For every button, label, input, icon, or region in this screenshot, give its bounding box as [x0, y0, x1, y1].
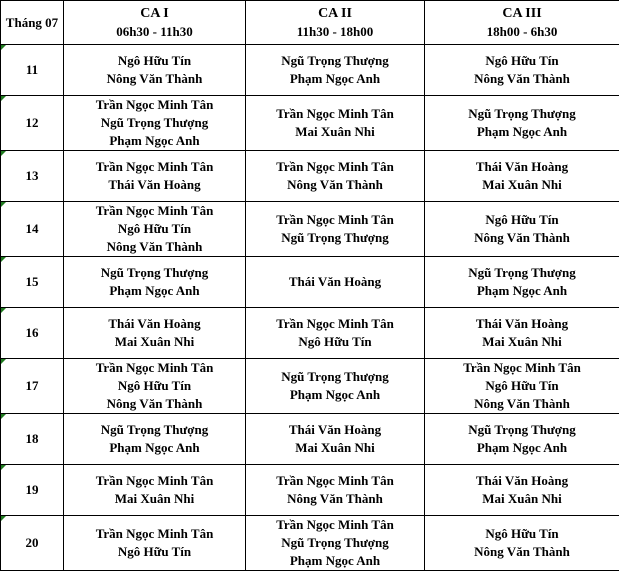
shift-time: 06h30 - 11h30 [64, 23, 245, 41]
staff-name: Phạm Ngọc Anh [425, 282, 619, 300]
day-number: 16 [26, 325, 39, 340]
shift-title: CA III [425, 5, 619, 23]
table-row [1, 151, 619, 202]
staff-name: Nông Văn Thành [425, 229, 619, 247]
staff-name: Mai Xuân Nhi [425, 333, 619, 351]
staff-name: Nông Văn Thành [425, 395, 619, 413]
table-row [1, 257, 619, 308]
day-cell [1, 257, 64, 308]
shift-assignment-cell [425, 359, 619, 414]
cell-comment-marker [1, 45, 6, 50]
staff-name: Trần Ngọc Minh Tân [246, 516, 424, 534]
staff-name: Nông Văn Thành [64, 395, 245, 413]
shift-assignment-cell [64, 96, 246, 151]
shift-assignment-cell [425, 202, 619, 257]
staff-name: Ngô Hữu Tín [425, 52, 619, 70]
staff-name: Nông Văn Thành [246, 176, 424, 194]
shift-time: 18h00 - 6h30 [425, 23, 619, 41]
staff-name: Thái Văn Hoàng [246, 421, 424, 439]
shift-assignment-cell [246, 516, 425, 571]
schedule-body [1, 45, 619, 571]
staff-name: Ngũ Trọng Thượng [425, 105, 619, 123]
day-cell [1, 414, 64, 465]
month-header-cell [1, 1, 64, 45]
staff-name: Trần Ngọc Minh Tân [246, 211, 424, 229]
shift-assignment-cell [246, 96, 425, 151]
table-row [1, 465, 619, 516]
shift-assignment-cell [246, 465, 425, 516]
staff-name: Ngô Hữu Tín [64, 377, 245, 395]
day-number: 19 [26, 482, 39, 497]
staff-name: Trần Ngọc Minh Tân [64, 525, 245, 543]
day-cell [1, 465, 64, 516]
shift-assignment-cell [246, 151, 425, 202]
staff-name: Thái Văn Hoàng [425, 472, 619, 490]
staff-name: Mai Xuân Nhi [246, 123, 424, 141]
staff-name: Trần Ngọc Minh Tân [64, 472, 245, 490]
staff-name: Phạm Ngọc Anh [425, 439, 619, 457]
staff-name: Thái Văn Hoàng [64, 315, 245, 333]
staff-name: Phạm Ngọc Anh [425, 123, 619, 141]
staff-name: Trần Ngọc Minh Tân [64, 158, 245, 176]
shift-assignment-cell [64, 308, 246, 359]
month-label: Tháng 07 [6, 15, 58, 30]
shift-assignment-cell [246, 359, 425, 414]
shift-assignment-cell [425, 414, 619, 465]
day-number: 20 [26, 535, 39, 550]
shift-assignment-cell [425, 151, 619, 202]
staff-name: Trần Ngọc Minh Tân [64, 96, 245, 114]
staff-name: Mai Xuân Nhi [425, 490, 619, 508]
staff-name: Phạm Ngọc Anh [246, 386, 424, 404]
cell-comment-marker [1, 202, 6, 207]
staff-name: Ngô Hữu Tín [64, 220, 245, 238]
shift-assignment-cell [425, 516, 619, 571]
cell-comment-marker [1, 151, 6, 156]
staff-name: Thái Văn Hoàng [425, 158, 619, 176]
staff-name: Phạm Ngọc Anh [246, 70, 424, 88]
day-cell [1, 45, 64, 96]
staff-name: Phạm Ngọc Anh [246, 552, 424, 570]
shift-assignment-cell [246, 202, 425, 257]
day-cell [1, 308, 64, 359]
staff-name: Nông Văn Thành [64, 70, 245, 88]
staff-name: Ngũ Trọng Thượng [64, 421, 245, 439]
staff-name: Thái Văn Hoàng [64, 176, 245, 194]
staff-name: Trần Ngọc Minh Tân [64, 359, 245, 377]
day-cell [1, 151, 64, 202]
staff-name: Trần Ngọc Minh Tân [246, 315, 424, 333]
day-number: 12 [26, 115, 39, 130]
shift-time: 11h30 - 18h00 [246, 23, 424, 41]
shift-assignment-cell [64, 257, 246, 308]
staff-name: Ngũ Trọng Thượng [246, 534, 424, 552]
staff-name: Trần Ngọc Minh Tân [64, 202, 245, 220]
staff-name: Ngũ Trọng Thượng [425, 421, 619, 439]
staff-name: Mai Xuân Nhi [425, 176, 619, 194]
staff-name: Nông Văn Thành [246, 490, 424, 508]
day-cell [1, 202, 64, 257]
staff-name: Phạm Ngọc Anh [64, 439, 245, 457]
staff-name: Phạm Ngọc Anh [64, 132, 245, 150]
staff-name: Trần Ngọc Minh Tân [246, 105, 424, 123]
table-row [1, 414, 619, 465]
day-cell [1, 96, 64, 151]
shift-assignment-cell [246, 257, 425, 308]
shift-assignment-cell [425, 257, 619, 308]
day-number: 15 [26, 274, 39, 289]
shift-header-cell [246, 1, 425, 45]
shift-assignment-cell [64, 45, 246, 96]
shift-assignment-cell [64, 359, 246, 414]
day-cell [1, 516, 64, 571]
shift-assignment-cell [425, 96, 619, 151]
shift-header-cell [64, 1, 246, 45]
staff-name: Ngô Hữu Tín [64, 52, 245, 70]
staff-name: Nông Văn Thành [64, 238, 245, 256]
staff-name: Thái Văn Hoàng [246, 273, 424, 291]
shift-title: CA I [64, 5, 245, 23]
day-number: 14 [26, 221, 39, 236]
shift-assignment-cell [425, 45, 619, 96]
staff-name: Ngũ Trọng Thượng [64, 114, 245, 132]
staff-name: Trần Ngọc Minh Tân [246, 472, 424, 490]
day-number: 11 [26, 62, 38, 77]
staff-name: Ngũ Trọng Thượng [425, 264, 619, 282]
staff-name: Ngũ Trọng Thượng [246, 368, 424, 386]
staff-name: Ngũ Trọng Thượng [246, 229, 424, 247]
shift-title: CA II [246, 5, 424, 23]
cell-comment-marker [1, 516, 6, 521]
shift-assignment-cell [425, 308, 619, 359]
staff-name: Trần Ngọc Minh Tân [425, 359, 619, 377]
staff-name: Ngũ Trọng Thượng [246, 52, 424, 70]
table-row [1, 96, 619, 151]
staff-name: Thái Văn Hoàng [425, 315, 619, 333]
cell-comment-marker [1, 257, 6, 262]
header-row [1, 1, 619, 45]
staff-name: Phạm Ngọc Anh [64, 282, 245, 300]
cell-comment-marker [1, 465, 6, 470]
table-row [1, 516, 619, 571]
staff-name: Mai Xuân Nhi [246, 439, 424, 457]
shift-header-cell [425, 1, 619, 45]
shift-assignment-cell [64, 516, 246, 571]
shift-assignment-cell [64, 202, 246, 257]
cell-comment-marker [1, 414, 6, 419]
shift-assignment-cell [246, 414, 425, 465]
staff-name: Ngô Hữu Tín [425, 377, 619, 395]
staff-name: Trần Ngọc Minh Tân [246, 158, 424, 176]
staff-name: Mai Xuân Nhi [64, 490, 245, 508]
day-cell [1, 359, 64, 414]
staff-name: Ngô Hữu Tín [425, 211, 619, 229]
shift-assignment-cell [246, 308, 425, 359]
cell-comment-marker [1, 359, 6, 364]
shift-assignment-cell [64, 465, 246, 516]
staff-name: Ngô Hữu Tín [64, 543, 245, 561]
table-row [1, 359, 619, 414]
staff-name: Nông Văn Thành [425, 543, 619, 561]
table-row [1, 45, 619, 96]
staff-name: Ngũ Trọng Thượng [64, 264, 245, 282]
cell-comment-marker [1, 308, 6, 313]
cell-comment-marker [1, 96, 6, 101]
staff-name: Ngô Hữu Tín [246, 333, 424, 351]
day-number: 13 [26, 168, 39, 183]
table-row [1, 308, 619, 359]
shift-assignment-cell [246, 45, 425, 96]
day-number: 18 [26, 431, 39, 446]
staff-name: Ngô Hữu Tín [425, 525, 619, 543]
shift-assignment-cell [64, 414, 246, 465]
shift-assignment-cell [425, 465, 619, 516]
table-row [1, 202, 619, 257]
staff-name: Mai Xuân Nhi [64, 333, 245, 351]
staff-name: Nông Văn Thành [425, 70, 619, 88]
shift-assignment-cell [64, 151, 246, 202]
day-number: 17 [26, 378, 39, 393]
